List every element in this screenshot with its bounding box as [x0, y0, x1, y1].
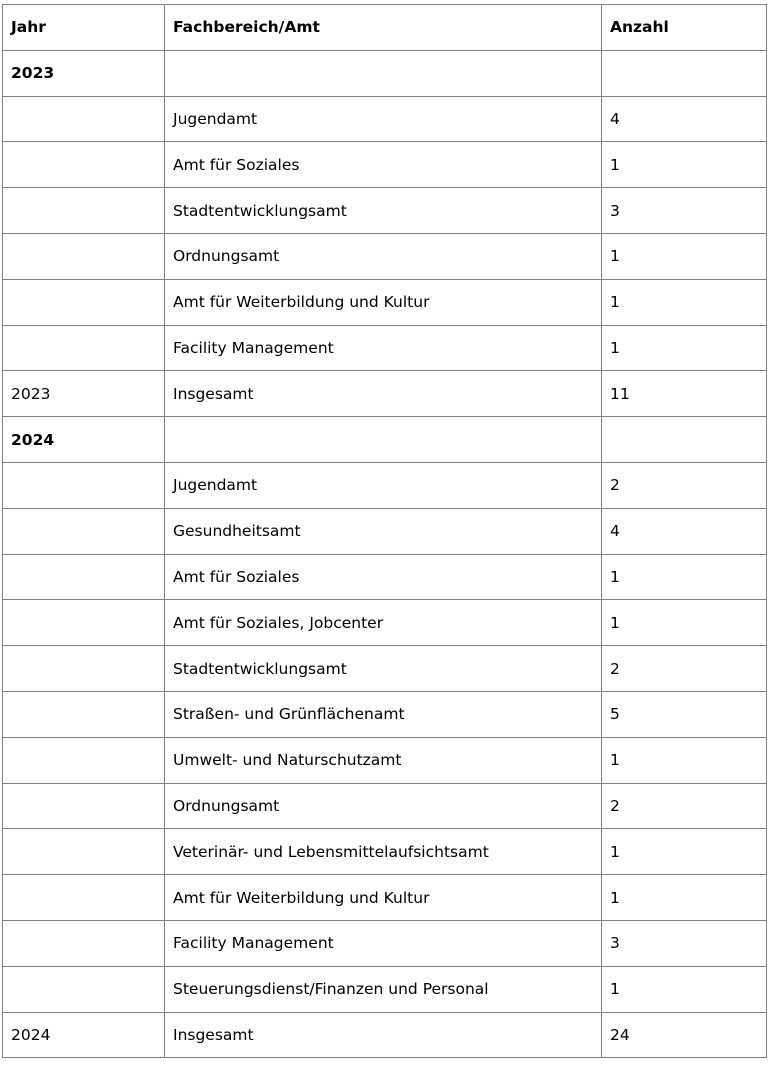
empty-cell [602, 50, 767, 96]
empty-cell [3, 783, 165, 829]
count-cell: 1 [602, 829, 767, 875]
table-row [3, 600, 767, 646]
count-cell: 1 [602, 875, 767, 921]
table-row [3, 188, 767, 234]
count-cell: 1 [602, 600, 767, 646]
table-row [3, 142, 767, 188]
table-row [3, 279, 767, 325]
count-cell: 1 [602, 233, 767, 279]
total-count: 24 [602, 1012, 767, 1058]
count-cell: 1 [602, 554, 767, 600]
department-cell: Facility Management [165, 325, 602, 371]
header-department: Fachbereich/Amt [165, 5, 602, 51]
department-cell: Facility Management [165, 920, 602, 966]
table-row [3, 829, 767, 875]
department-cell: Stadtentwicklungsamt [165, 646, 602, 692]
table-row [3, 875, 767, 921]
table-row [3, 920, 767, 966]
count-cell: 2 [602, 783, 767, 829]
header-row [3, 5, 767, 51]
empty-cell [3, 600, 165, 646]
empty-cell [3, 462, 165, 508]
table-row [3, 325, 767, 371]
table-header [3, 5, 767, 51]
empty-cell [602, 417, 767, 463]
count-cell: 1 [602, 737, 767, 783]
department-cell: Steuerungsdienst/Finanzen und Personal [165, 966, 602, 1012]
department-cell: Amt für Weiterbildung und Kultur [165, 875, 602, 921]
empty-cell [3, 875, 165, 921]
count-cell: 4 [602, 508, 767, 554]
empty-cell [165, 50, 602, 96]
table-row [3, 233, 767, 279]
empty-cell [3, 96, 165, 142]
empty-cell [3, 325, 165, 371]
count-cell: 1 [602, 966, 767, 1012]
department-cell: Ordnungsamt [165, 233, 602, 279]
table-row [3, 966, 767, 1012]
empty-cell [3, 920, 165, 966]
count-cell: 3 [602, 920, 767, 966]
empty-cell [3, 508, 165, 554]
department-cell: Veterinär- und Lebensmittelaufsichtsamt [165, 829, 602, 875]
year-group-row [3, 417, 767, 463]
empty-cell [3, 737, 165, 783]
empty-cell [3, 279, 165, 325]
header-year: Jahr [3, 5, 165, 51]
total-row [3, 1012, 767, 1058]
count-cell: 3 [602, 188, 767, 234]
table-body [3, 50, 767, 1058]
count-cell: 2 [602, 646, 767, 692]
count-cell: 5 [602, 691, 767, 737]
department-cell: Straßen- und Grünflächenamt [165, 691, 602, 737]
table-row [3, 737, 767, 783]
department-cell: Amt für Soziales [165, 554, 602, 600]
table-row [3, 646, 767, 692]
department-count-table [2, 4, 767, 1058]
empty-cell [3, 554, 165, 600]
count-cell: 4 [602, 96, 767, 142]
department-cell: Jugendamt [165, 96, 602, 142]
total-label: Insgesamt [165, 1012, 602, 1058]
table-row [3, 554, 767, 600]
department-cell: Ordnungsamt [165, 783, 602, 829]
empty-cell [3, 142, 165, 188]
total-count: 11 [602, 371, 767, 417]
group-year: 2023 [3, 50, 165, 96]
empty-cell [3, 233, 165, 279]
table-row [3, 508, 767, 554]
count-cell: 1 [602, 325, 767, 371]
table-row [3, 691, 767, 737]
empty-cell [165, 417, 602, 463]
total-year: 2024 [3, 1012, 165, 1058]
empty-cell [3, 188, 165, 234]
empty-cell [3, 966, 165, 1012]
table-row [3, 96, 767, 142]
year-group-row [3, 50, 767, 96]
empty-cell [3, 829, 165, 875]
count-cell: 2 [602, 462, 767, 508]
group-year: 2024 [3, 417, 165, 463]
total-year: 2023 [3, 371, 165, 417]
empty-cell [3, 646, 165, 692]
department-cell: Amt für Weiterbildung und Kultur [165, 279, 602, 325]
department-cell: Amt für Soziales [165, 142, 602, 188]
count-cell: 1 [602, 279, 767, 325]
department-cell: Gesundheitsamt [165, 508, 602, 554]
count-cell: 1 [602, 142, 767, 188]
department-cell: Jugendamt [165, 462, 602, 508]
empty-cell [3, 691, 165, 737]
table-row [3, 783, 767, 829]
total-row [3, 371, 767, 417]
total-label: Insgesamt [165, 371, 602, 417]
header-count: Anzahl [602, 5, 767, 51]
department-cell: Amt für Soziales, Jobcenter [165, 600, 602, 646]
department-cell: Stadtentwicklungsamt [165, 188, 602, 234]
department-cell: Umwelt- und Naturschutzamt [165, 737, 602, 783]
table-row [3, 462, 767, 508]
